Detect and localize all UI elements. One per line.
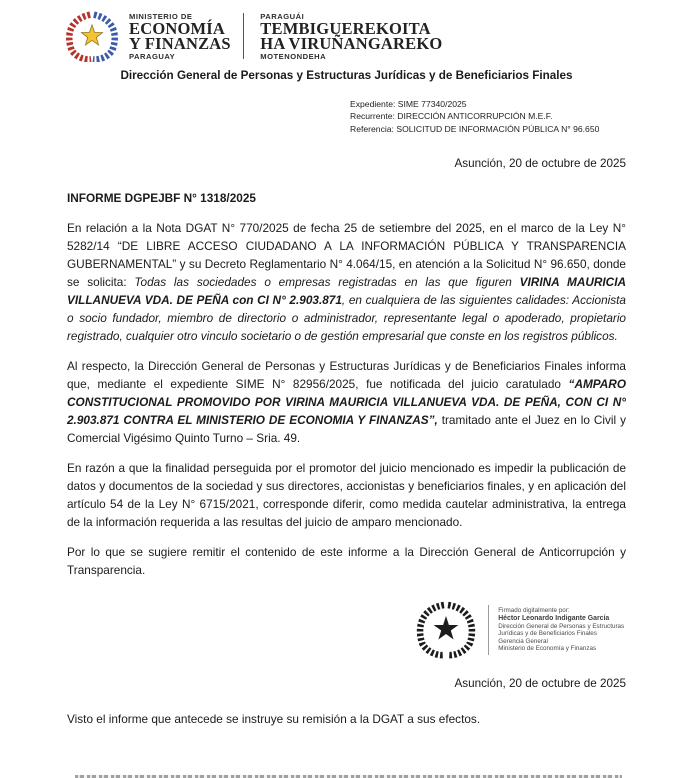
signature-name: Héctor Leonardo Indigante García <box>498 615 610 623</box>
ministry-name-es <box>129 12 231 61</box>
guarani-line1: TEMBIGUEREKOITA <box>260 18 431 38</box>
meta-expediente: Expediente: SIME 77340/2025 <box>350 99 467 109</box>
signature-unit: Gerencia General <box>498 637 548 645</box>
paragraph-3: En razón a que la finalidad perseguida por el promotor del juicio mencionado es impedir la publicación de datos y documentos de la sociedad y sus directores, accionistas y beneficiarios finales, y en aplicación del artículo 54 de la Ley N° 6715/2021, corresponde diferir, como medida cautelar administrativa, la entrega de la información requerida a las resultas del juicio de amparo mencionado. <box>67 461 626 530</box>
signature-wreath-star-icon <box>412 599 480 661</box>
ministry-wreath-star-icon <box>61 10 123 62</box>
guarani-small-top: PARAGUÁI <box>260 11 305 21</box>
page-title: Dirección General de Personas y Estructuras Jurídicas y de Beneficiarios Finales <box>120 69 573 82</box>
ministry-name-guarani <box>260 12 442 61</box>
date-line-top: Asunción, 20 de octubre de 2025 <box>454 157 626 171</box>
ministry-line2: Y FINANZAS <box>129 34 231 53</box>
p1-italic-lead: Todas las sociedades o empresas registradas en las que figuren <box>134 275 520 290</box>
p1-bold-italic-name: VIRINA MAURICIA VILLANUEVA VDA. DE PEÑA con CI N° 2.903.871 <box>67 275 626 308</box>
signature-line1: Firmado digitalmente por: <box>498 607 570 615</box>
paragraph-2 <box>67 357 626 447</box>
paragraph-4: Por lo que se sugiere remitir el contenido de este informe a la Dirección General de Anticorrupción y Transparencia. <box>67 545 626 578</box>
case-meta <box>350 98 626 135</box>
signature-org: Dirección General de Personas y Estructuras Jurídicas y de Beneficiarios Finales <box>498 622 625 638</box>
ministry-small-top: MINISTERIO DE <box>129 11 193 21</box>
p1-regular-lead: En relación a la Nota DGAT N° 770/2025 de fecha 25 de setiembre del 2025, en el marco de la Ley N° 5282/14 “DE LIBRE ACCESO CIUDADANO A LA INFORMACIÓN PÚBLICA Y TRANSPARENCIA GUBERNAMENTAL” y su Decreto Reglamentario N° 4.064/15, en atención a la Solicitud N° 96.650, donde se solicita: <box>67 221 626 290</box>
p2-regular-lead: Al respecto, la Dirección General de Personas y Estructuras Jurídicas y de Beneficiarios Finales informa que, mediante el expediente SIME N° 82956/2025, fue notificada del juicio caratulado <box>67 359 626 392</box>
ministry-header <box>61 10 626 62</box>
paragraph-1 <box>67 219 626 345</box>
date-line-bottom: Asunción, 20 de octubre de 2025 <box>454 677 626 691</box>
meta-recurrente: Recurrente: DIRECCIÓN ANTICORRUPCIÓN M.E.F. <box>350 111 553 122</box>
document-content <box>67 0 626 726</box>
signature-divider <box>488 605 489 655</box>
closing-instruction: Visto el informe que antecede se instruye su remisión a la DGAT a sus efectos. <box>67 712 481 727</box>
p2-regular-tail: tramitado ante el Juez en lo Civil y Comercial Vigésimo Quinto Turno – Sria. 49. <box>67 413 626 446</box>
ministry-line1: ECONOMÍA <box>129 18 226 38</box>
digital-signature-block <box>412 599 626 661</box>
signature-ministry: Ministerio de Economía y Finanzas <box>498 645 597 653</box>
signature-text <box>498 607 626 653</box>
guarani-line2: HA VIRUÑANGAREKO <box>260 34 443 53</box>
logo-divider <box>243 13 245 59</box>
meta-referencia: Referencia: SOLICITUD DE INFORMACIÓN PÚBLICA N° 96.650 <box>350 123 600 134</box>
informe-number: INFORME DGPEJBF N° 1318/2025 <box>67 191 256 206</box>
p1-italic-tail: , en cualquiera de las siguientes calidades: Accionista o socio fundador, miembro de directorio o administrador, representante legal o apoderado, propietario registrado, cualquier otro vinculo societario o de gestión empresarial que conste en los registros públicos. <box>67 293 626 344</box>
p2-bold-italic-case: “AMPARO CONSTITUCIONAL PROMOVIDO POR VIRINA MAURICIA VILLANUEVA VDA. DE PEÑA, CON CI N° 2.903.871 CONTRA EL MINISTERIO DE ECONOMIA Y FINANZAS”, <box>67 377 626 428</box>
ministry-small-bottom: PARAGUAY <box>129 51 176 61</box>
guarani-small-bottom: MOTENONDEHA <box>260 51 327 61</box>
